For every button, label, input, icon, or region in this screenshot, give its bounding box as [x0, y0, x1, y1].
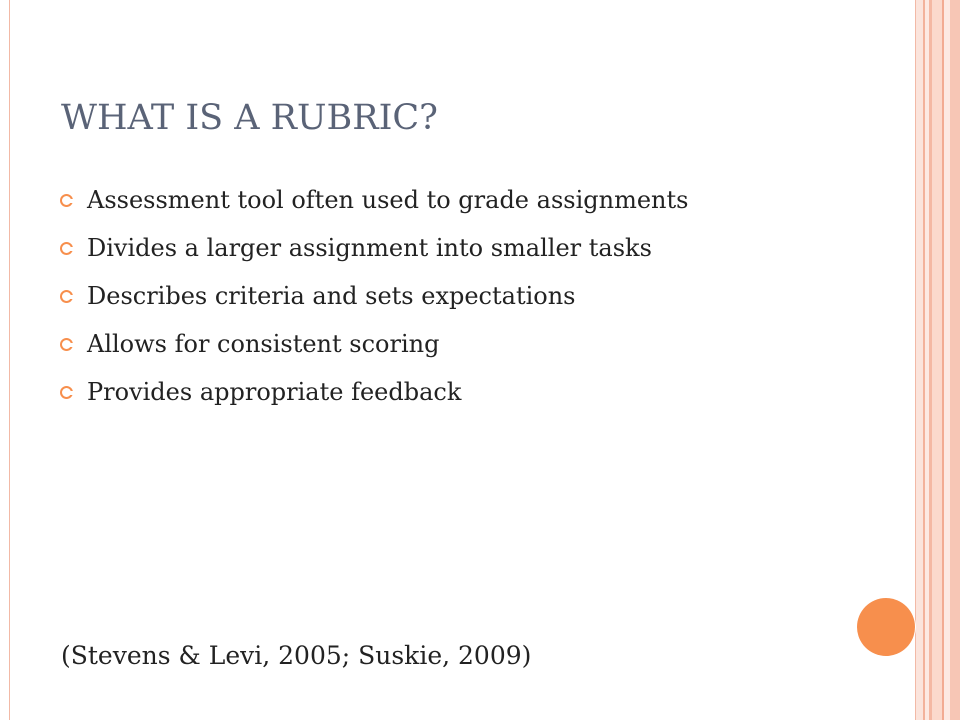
- decorative-stripe: [950, 0, 960, 720]
- bullet-list: [60, 176, 688, 416]
- decorative-stripe: [916, 0, 923, 720]
- slide-title: WHAT IS A RUBRIC?: [61, 98, 438, 138]
- bullet-text: Provides appropriate feedback: [87, 378, 462, 406]
- bullet-circle-icon: [60, 194, 73, 207]
- bullet-item: [60, 320, 688, 368]
- bullet-item: [60, 224, 688, 272]
- bullet-circle-icon: [60, 338, 73, 351]
- bullet-item: [60, 176, 688, 224]
- bullet-circle-icon: [60, 242, 73, 255]
- accent-circle: [857, 598, 915, 656]
- bullet-text: Assessment tool often used to grade assignments: [87, 186, 689, 214]
- bullet-text: Allows for consistent scoring: [87, 330, 440, 358]
- bullet-text: Describes criteria and sets expectations: [87, 282, 576, 310]
- bullet-circle-icon: [60, 386, 73, 399]
- decorative-stripe: [932, 0, 942, 720]
- bullet-text: Divides a larger assignment into smaller tasks: [87, 234, 652, 262]
- bullet-circle-icon: [60, 290, 73, 303]
- citation: (Stevens & Levi, 2005; Suskie, 2009): [61, 641, 532, 670]
- bullet-item: [60, 272, 688, 320]
- bullet-item: [60, 368, 688, 416]
